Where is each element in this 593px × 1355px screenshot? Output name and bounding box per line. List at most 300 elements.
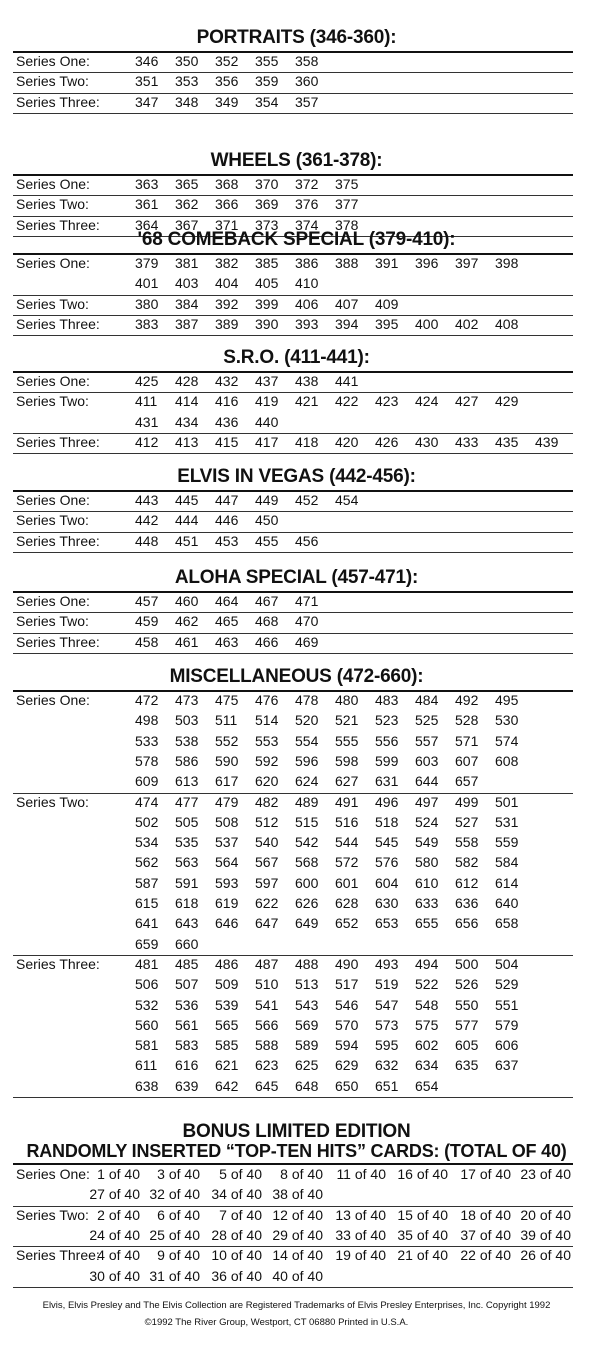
- bonus-card: 11 of 40: [336, 1166, 386, 1182]
- card-number: 641: [135, 915, 159, 932]
- card-number: 632: [375, 1057, 399, 1074]
- card-number: 640: [495, 895, 519, 911]
- card-number: 377: [335, 196, 359, 213]
- card-number: 520: [295, 712, 319, 729]
- card-number: 626: [295, 895, 319, 911]
- card-number: 548: [415, 996, 439, 1013]
- card-number: 387: [175, 315, 199, 332]
- card-number: 563: [175, 854, 199, 871]
- bonus-card: 21 of 40: [397, 1247, 448, 1264]
- card-number: 637: [495, 1057, 519, 1074]
- card-number: 425: [135, 373, 159, 389]
- card-number: 653: [375, 915, 399, 932]
- card-number: 595: [375, 1037, 399, 1054]
- card-number: 507: [175, 976, 199, 993]
- card-number: 426: [375, 433, 399, 450]
- section-underline: [13, 253, 573, 255]
- card-number: 573: [375, 1016, 399, 1033]
- card-number: 530: [495, 712, 519, 729]
- card-number: 400: [415, 315, 439, 332]
- section-title: WHEELS (361-378):: [210, 150, 383, 171]
- card-number: 374: [295, 216, 319, 233]
- card-number: 647: [255, 915, 279, 932]
- card-number: 471: [295, 593, 319, 609]
- card-number: 601: [335, 874, 359, 891]
- card-number: 438: [295, 373, 319, 389]
- bonus-card: 3 of 40: [157, 1166, 200, 1182]
- card-number: 655: [415, 915, 439, 932]
- card-number: 375: [335, 176, 359, 192]
- card-number: 584: [495, 854, 519, 871]
- card-number: 566: [255, 1016, 279, 1033]
- section-title: PORTRAITS (346-360):: [196, 27, 397, 48]
- card-number: 512: [255, 813, 279, 830]
- card-number: 477: [175, 793, 199, 810]
- card-number: 496: [375, 793, 399, 810]
- card-number: 370: [255, 176, 279, 192]
- card-number: 464: [215, 593, 239, 609]
- card-number: 545: [375, 834, 399, 851]
- card-number: 651: [375, 1077, 399, 1094]
- card-number: 642: [215, 1077, 239, 1094]
- card-number: 358: [295, 53, 319, 69]
- bonus-card: 10 of 40: [211, 1247, 262, 1264]
- card-number: 403: [175, 275, 199, 292]
- card-number: 437: [255, 373, 279, 389]
- card-number: 495: [495, 692, 519, 708]
- bonus-title: BONUS LIMITED EDITION: [182, 1121, 411, 1142]
- card-number: 498: [135, 712, 159, 729]
- card-number: 483: [375, 692, 399, 708]
- card-number: 555: [335, 732, 359, 749]
- card-number: 638: [135, 1077, 159, 1094]
- card-number: 581: [135, 1037, 159, 1054]
- card-number: 501: [495, 793, 519, 810]
- card-number: 490: [335, 955, 359, 972]
- card-number: 457: [135, 593, 159, 609]
- card-number: 560: [135, 1016, 159, 1033]
- card-number: 629: [335, 1057, 359, 1074]
- bonus-underline: [13, 1163, 573, 1165]
- card-number: 467: [255, 593, 279, 609]
- card-number: 511: [215, 712, 238, 729]
- card-number: 455: [255, 532, 279, 549]
- card-number: 461: [175, 633, 199, 650]
- card-number: 631: [375, 773, 399, 790]
- card-number: 445: [175, 492, 199, 508]
- footer-copyright: ©1992 The River Group, Westport, CT 06880 Printed in U.S.A.: [144, 1317, 409, 1328]
- card-number: 449: [255, 492, 279, 508]
- card-number: 360: [295, 73, 319, 90]
- card-number: 349: [215, 93, 239, 110]
- card-number: 381: [175, 255, 199, 271]
- card-number: 367: [175, 216, 199, 233]
- card-number: 547: [375, 996, 399, 1013]
- bonus-card: 23 of 40: [520, 1166, 571, 1182]
- row-divider: [13, 1097, 573, 1098]
- bonus-card: 4 of 40: [97, 1247, 140, 1264]
- bonus-card: 18 of 40: [460, 1206, 511, 1223]
- card-number: 463: [215, 633, 239, 650]
- card-number: 660: [175, 935, 199, 952]
- card-number: 419: [255, 393, 279, 410]
- card-number: 603: [415, 752, 439, 769]
- card-number: 602: [415, 1037, 439, 1054]
- card-number: 565: [215, 1016, 239, 1033]
- card-number: 624: [295, 773, 319, 790]
- card-number: 554: [295, 732, 319, 749]
- card-number: 389: [215, 315, 239, 332]
- section-title: S.R.O. (411-441):: [223, 347, 370, 368]
- card-number: 380: [135, 295, 159, 312]
- row-divider: [13, 1287, 573, 1288]
- card-number: 523: [375, 712, 399, 729]
- card-number: 357: [295, 93, 319, 110]
- card-number: 361: [135, 196, 159, 213]
- bonus-card: 7 of 40: [219, 1206, 262, 1223]
- card-number: 508: [215, 813, 239, 830]
- card-number: 447: [215, 492, 239, 508]
- card-number: 347: [135, 93, 159, 110]
- series-label: Series One:: [16, 593, 90, 609]
- card-number: 627: [335, 773, 359, 790]
- card-number: 440: [255, 413, 279, 430]
- card-number: 422: [335, 393, 359, 410]
- card-number: 537: [215, 834, 239, 851]
- series-label: Series Two:: [16, 793, 89, 810]
- card-number: 546: [335, 996, 359, 1013]
- card-number: 363: [135, 176, 159, 192]
- card-number: 656: [455, 915, 479, 932]
- card-number: 659: [135, 935, 159, 952]
- series-label: Series One:: [16, 255, 90, 271]
- row-divider: [13, 453, 573, 454]
- card-number: 517: [335, 976, 359, 993]
- card-number: 396: [415, 255, 439, 271]
- bonus-card: 34 of 40: [211, 1186, 262, 1203]
- card-number: 541: [255, 996, 279, 1013]
- row-divider: [13, 653, 573, 654]
- card-number: 482: [255, 793, 279, 810]
- card-number: 610: [415, 874, 439, 891]
- card-number: 657: [455, 773, 479, 790]
- card-number: 390: [255, 315, 279, 332]
- card-number: 571: [455, 732, 479, 749]
- card-number: 608: [495, 752, 519, 769]
- card-number: 494: [415, 955, 439, 972]
- card-number: 528: [455, 712, 479, 729]
- card-number: 542: [295, 834, 319, 851]
- card-number: 439: [535, 433, 559, 450]
- card-number: 448: [135, 532, 159, 549]
- card-number: 556: [375, 732, 399, 749]
- card-number: 436: [215, 413, 239, 430]
- card-number: 414: [175, 393, 199, 410]
- series-label: Series Three:: [16, 315, 100, 332]
- card-number: 353: [175, 73, 199, 90]
- card-number: 397: [455, 255, 479, 271]
- card-number: 568: [295, 854, 319, 871]
- card-number: 489: [295, 793, 319, 810]
- card-number: 372: [295, 176, 319, 192]
- card-number: 579: [495, 1016, 519, 1033]
- card-number: 510: [255, 976, 279, 993]
- card-number: 526: [455, 976, 479, 993]
- card-number: 578: [135, 752, 159, 769]
- card-number: 443: [135, 492, 159, 508]
- card-number: 406: [295, 295, 319, 312]
- card-number: 359: [255, 73, 279, 90]
- card-number: 575: [415, 1016, 439, 1033]
- card-number: 559: [495, 834, 519, 851]
- card-number: 429: [495, 393, 519, 410]
- card-number: 534: [135, 834, 159, 851]
- card-number: 427: [455, 393, 479, 410]
- series-label: Series Two:: [16, 512, 89, 529]
- card-number: 428: [175, 373, 199, 389]
- card-number: 606: [495, 1037, 519, 1054]
- card-number: 409: [375, 295, 399, 312]
- card-number: 592: [255, 752, 279, 769]
- section-underline: [13, 371, 573, 373]
- card-number: 613: [175, 773, 199, 790]
- bonus-card: 25 of 40: [149, 1226, 200, 1243]
- card-number: 524: [415, 813, 439, 830]
- card-number: 502: [135, 813, 159, 830]
- card-number: 398: [495, 255, 519, 271]
- row-divider: [13, 552, 573, 553]
- card-number: 582: [455, 854, 479, 871]
- card-number: 480: [335, 692, 359, 708]
- card-number: 383: [135, 315, 159, 332]
- card-number: 621: [215, 1057, 239, 1074]
- card-number: 492: [455, 692, 479, 708]
- card-number: 630: [375, 895, 399, 911]
- card-number: 593: [215, 874, 239, 891]
- bonus-card: 31 of 40: [149, 1267, 200, 1284]
- card-number: 391: [375, 255, 399, 271]
- series-label: Series Three:: [16, 1247, 100, 1264]
- row-divider: [13, 392, 573, 393]
- card-number: 473: [175, 692, 199, 708]
- row-divider: [13, 195, 573, 196]
- card-number: 369: [255, 196, 279, 213]
- card-number: 522: [415, 976, 439, 993]
- card-number: 485: [175, 955, 199, 972]
- card-number: 634: [415, 1057, 439, 1074]
- bonus-card: 14 of 40: [272, 1247, 323, 1264]
- bonus-card: 6 of 40: [157, 1206, 200, 1223]
- card-number: 350: [175, 53, 199, 69]
- card-number: 421: [295, 393, 319, 410]
- card-number: 415: [215, 433, 239, 450]
- card-number: 364: [135, 216, 159, 233]
- card-number: 392: [215, 295, 239, 312]
- card-number: 486: [215, 955, 239, 972]
- series-label: Series Three:: [16, 433, 100, 450]
- row-divider: [13, 72, 573, 73]
- card-number: 407: [335, 295, 359, 312]
- card-number: 431: [135, 413, 159, 430]
- card-number: 648: [295, 1077, 319, 1094]
- card-number: 499: [455, 793, 479, 810]
- bonus-card: 12 of 40: [272, 1206, 323, 1223]
- card-number: 535: [175, 834, 199, 851]
- card-number: 580: [415, 854, 439, 871]
- card-number: 562: [135, 854, 159, 871]
- card-number: 432: [215, 373, 239, 389]
- section-underline: [13, 174, 573, 176]
- bonus-card: 20 of 40: [520, 1206, 571, 1223]
- card-number: 462: [175, 613, 199, 630]
- card-number: 597: [255, 874, 279, 891]
- card-number: 412: [135, 433, 159, 450]
- card-number: 598: [335, 752, 359, 769]
- card-number: 599: [375, 752, 399, 769]
- card-number: 503: [175, 712, 199, 729]
- card-number: 491: [335, 793, 359, 810]
- card-number: 405: [255, 275, 279, 292]
- card-number: 561: [175, 1016, 199, 1033]
- card-number: 516: [335, 813, 359, 830]
- card-number: 430: [415, 433, 439, 450]
- card-number: 481: [135, 955, 159, 972]
- card-number: 594: [335, 1037, 359, 1054]
- card-number: 620: [255, 773, 279, 790]
- card-number: 658: [495, 915, 519, 932]
- card-number: 572: [335, 854, 359, 871]
- card-number: 649: [295, 915, 319, 932]
- card-number: 531: [495, 813, 519, 830]
- bonus-card: 38 of 40: [272, 1186, 323, 1203]
- bonus-subtitle: RANDOMLY INSERTED “TOP-TEN HITS” CARDS: (TOTAL OF 40): [26, 1141, 567, 1161]
- card-number: 532: [135, 996, 159, 1013]
- card-number: 628: [335, 895, 359, 911]
- card-number: 410: [295, 275, 319, 292]
- card-number: 652: [335, 915, 359, 932]
- section-title: '68 COMEBACK SPECIAL (379-410):: [137, 229, 456, 250]
- card-number: 487: [255, 955, 279, 972]
- card-number: 552: [215, 732, 239, 749]
- card-number: 459: [135, 613, 159, 630]
- card-number: 433: [455, 433, 479, 450]
- section-title: ALOHA SPECIAL (457-471):: [174, 567, 419, 588]
- card-number: 394: [335, 315, 359, 332]
- section-underline: [13, 690, 573, 692]
- card-number: 476: [255, 692, 279, 708]
- card-number: 553: [255, 732, 279, 749]
- card-number: 475: [215, 692, 239, 708]
- card-number: 423: [375, 393, 399, 410]
- card-number: 371: [215, 216, 239, 233]
- series-label: Series Two:: [16, 196, 89, 213]
- card-number: 590: [215, 752, 239, 769]
- card-number: 465: [215, 613, 239, 630]
- card-number: 518: [375, 813, 399, 830]
- card-number: 569: [295, 1016, 319, 1033]
- card-number: 479: [215, 793, 239, 810]
- card-number: 550: [455, 996, 479, 1013]
- card-number: 497: [415, 793, 439, 810]
- card-number: 536: [175, 996, 199, 1013]
- card-number: 488: [295, 955, 319, 972]
- card-number: 384: [175, 295, 199, 312]
- card-number: 513: [295, 976, 319, 993]
- series-label: Series One:: [16, 53, 90, 69]
- card-number: 611: [135, 1057, 158, 1074]
- bonus-card: 28 of 40: [211, 1226, 262, 1243]
- card-number: 650: [335, 1077, 359, 1094]
- card-number: 540: [255, 834, 279, 851]
- card-number: 607: [455, 752, 479, 769]
- card-number: 533: [135, 732, 159, 749]
- card-number: 635: [455, 1057, 479, 1074]
- section-underline: [13, 51, 573, 53]
- card-number: 456: [295, 532, 319, 549]
- section-underline: [13, 591, 573, 593]
- card-number: 519: [375, 976, 399, 993]
- bonus-card: 22 of 40: [460, 1247, 511, 1264]
- card-number: 646: [215, 915, 239, 932]
- bonus-card: 8 of 40: [280, 1166, 323, 1182]
- card-number: 388: [335, 255, 359, 271]
- card-number: 469: [295, 633, 319, 650]
- bonus-card: 9 of 40: [157, 1247, 200, 1264]
- card-number: 615: [135, 895, 159, 911]
- bonus-card: 27 of 40: [89, 1186, 140, 1203]
- card-number: 460: [175, 593, 199, 609]
- row-divider: [13, 793, 573, 794]
- bonus-card: 1 of 40: [97, 1166, 140, 1182]
- card-number: 596: [295, 752, 319, 769]
- bonus-card: 15 of 40: [397, 1206, 448, 1223]
- card-number: 399: [255, 295, 279, 312]
- footer-trademark: Elvis, Elvis Presley and The Elvis Collection are Registered Trademarks of Elvis Presley Enterprises, Inc. Copyright 1992: [42, 1300, 551, 1311]
- bonus-card: 13 of 40: [335, 1206, 386, 1223]
- bonus-card: 37 of 40: [460, 1226, 511, 1243]
- card-number: 504: [495, 955, 519, 972]
- card-number: 538: [175, 732, 199, 749]
- bonus-card: 30 of 40: [89, 1267, 140, 1284]
- card-number: 506: [135, 976, 159, 993]
- series-label: Series Three:: [16, 532, 100, 549]
- card-number: 639: [175, 1077, 199, 1094]
- series-label: Series Three:: [16, 216, 100, 233]
- card-number: 444: [175, 512, 199, 529]
- card-number: 623: [255, 1057, 279, 1074]
- bonus-card: 17 of 40: [460, 1166, 511, 1182]
- card-number: 442: [135, 512, 159, 529]
- card-number: 356: [215, 73, 239, 90]
- card-number: 451: [175, 532, 199, 549]
- card-number: 633: [415, 895, 439, 911]
- card-number: 515: [295, 813, 319, 830]
- card-number: 543: [295, 996, 319, 1013]
- card-number: 549: [415, 834, 439, 851]
- card-number: 418: [295, 433, 319, 450]
- card-number: 589: [295, 1037, 319, 1054]
- card-number: 373: [255, 216, 279, 233]
- bonus-card: 16 of 40: [397, 1166, 448, 1182]
- card-number: 470: [295, 613, 319, 630]
- card-number: 382: [215, 255, 239, 271]
- card-number: 376: [295, 196, 319, 213]
- card-number: 625: [295, 1057, 319, 1074]
- bonus-card: 32 of 40: [149, 1186, 200, 1203]
- card-number: 411: [135, 393, 158, 410]
- card-number: 588: [255, 1037, 279, 1054]
- section-underline: [13, 490, 573, 492]
